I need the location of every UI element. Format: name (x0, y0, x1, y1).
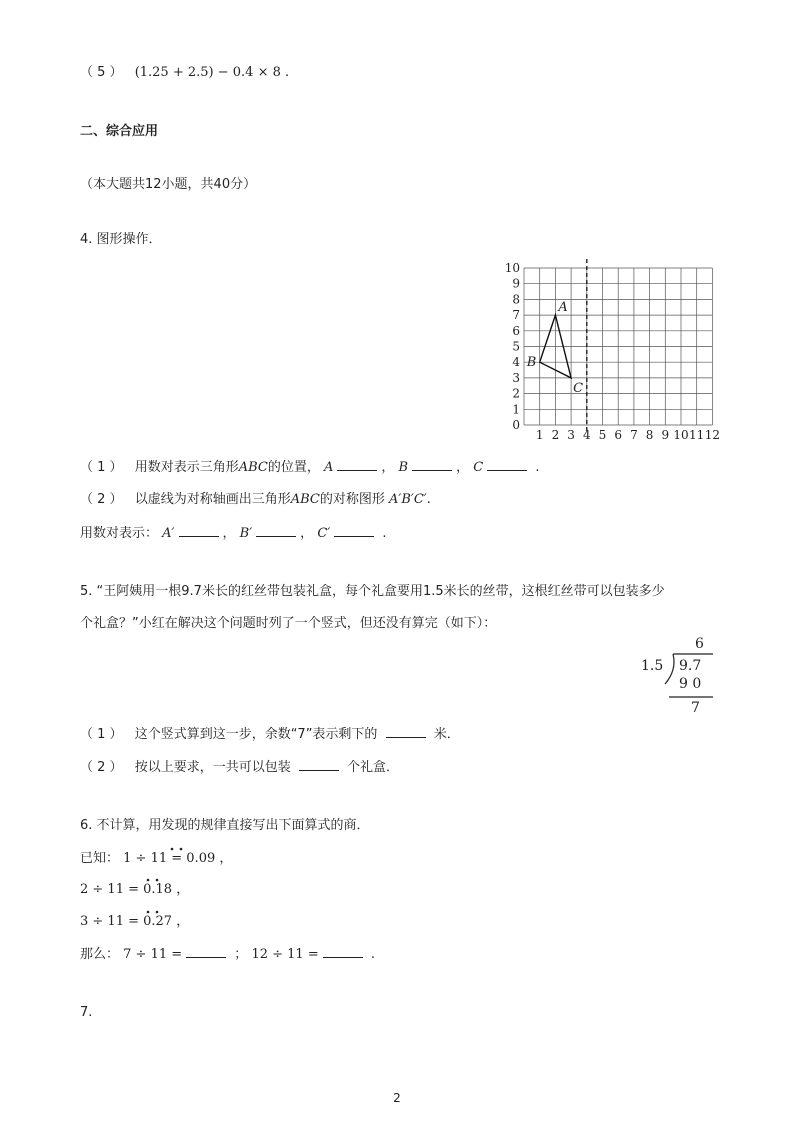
q4-part1-sep2: ， (456, 460, 470, 475)
y-tick-label: 9 (512, 276, 520, 291)
division-divisor: 1.5 (641, 658, 664, 674)
y-tick-label: 3 (512, 370, 520, 385)
x-tick-label: 1 (535, 428, 544, 442)
page-number: 2 (393, 1091, 401, 1105)
answer-blank-c[interactable] (487, 458, 527, 471)
q4-part3-a: A′ (162, 526, 175, 541)
q5-part2-unit: 个礼盒． (346, 760, 399, 775)
q6-eq2-repeat: 18 (155, 882, 173, 897)
y-tick-label: 4 (512, 355, 520, 370)
q4-part1-sep1: ， (381, 460, 395, 475)
x-tick-label: 11 (689, 428, 705, 442)
answer-blank-7-div-11[interactable] (186, 945, 226, 958)
q4-part3-end: . (382, 526, 387, 541)
q4-part2-abc2: A′B′C′ (389, 492, 427, 507)
q6-then: 那么： (80, 947, 120, 962)
y-tick-label: 10 (504, 261, 520, 275)
q5-part1-label: （ 1 ） (80, 727, 123, 742)
x-tick-label: 4 (582, 428, 591, 442)
q5-part2-text: 按以上要求，一共可以包装 (134, 760, 291, 775)
q4-part2-abc: ABC (290, 492, 320, 507)
y-tick-label: 5 (512, 339, 520, 354)
q6-eq1-line (80, 850, 232, 868)
x-tick-label: 9 (661, 428, 670, 442)
q4-part1-abc: ABC (238, 460, 268, 475)
x-tick-label: 3 (567, 428, 575, 442)
q4-part3-sep1: ， (222, 526, 236, 541)
x-tick-label: 8 (645, 428, 654, 442)
q5-expression: (1.25 + 2.5) − 0.4 × 8 (134, 65, 281, 80)
q6-sep: ； (234, 947, 248, 962)
answer-blank-12-div-11[interactable] (323, 945, 363, 958)
q4-part2-label: （ 2 ） (80, 492, 123, 507)
q4-part1-tail: 的位置， (267, 460, 320, 475)
long-division (635, 636, 715, 720)
q4-title: 4. 图形操作． (80, 232, 162, 247)
q7-title: 7. (80, 1005, 93, 1020)
section-note: （本大题共12小题，共40分） (80, 177, 257, 192)
q4-part3-sep2: ， (300, 526, 314, 541)
q4-part1-a: A (324, 460, 334, 475)
q6-eq3-repeat: 27 (155, 914, 173, 929)
x-tick-label: 6 (614, 428, 623, 442)
answer-blank-boxes[interactable] (299, 758, 339, 771)
q5-part1-text: 这个竖式算到这一步，余数“7”表示剩下的 (134, 727, 378, 742)
y-tick-label: 1 (512, 402, 520, 417)
x-tick-label: 2 (551, 428, 560, 442)
q4-part1-label: （ 1 ） (80, 460, 123, 475)
vertex-label-b: B (526, 355, 537, 371)
q6-eq2-end: ， (176, 882, 190, 897)
y-tick-label: 8 (512, 292, 520, 307)
q6-title: 6. 不计算，用发现的规律直接写出下面算式的商． (80, 818, 370, 833)
q4-part2-text: 以虚线为对称轴画出三角形 (134, 492, 291, 507)
q6-end: . (370, 947, 376, 962)
q4-part1 (80, 458, 540, 477)
division-product: 9 0 (679, 676, 702, 692)
q6-question-b: 12 ÷ 11 = (251, 947, 319, 962)
q5-part2-label: （ 2 ） (80, 760, 123, 775)
q6-eq1-end: ， (219, 851, 233, 866)
q6-question-line (80, 945, 375, 964)
q4-part1-end: . (535, 460, 540, 475)
y-tick-label: 7 (512, 308, 520, 323)
x-tick-label: 7 (630, 428, 638, 442)
x-tick-label: 12 (704, 428, 720, 442)
q6-eq1-repeat: 09 (198, 851, 216, 866)
q4-part3-b: B′ (239, 526, 253, 541)
y-tick-label: 0 (512, 418, 520, 432)
q5-part1-unit: 米． (433, 727, 460, 742)
vertex-label-a: A (558, 300, 568, 316)
q5-text-line1: 5. “王阿姨用一根9.7米长的红丝带包装礼盒，每个礼盒要用1.5米长的丝带，这根红丝带可以包装多少 (80, 584, 665, 599)
x-tick-label: 10 (673, 428, 689, 442)
q5-text-line2: 个礼盒？”小红在解决这个问题时列了一个竖式，但还没有算完（如下）： (80, 616, 497, 631)
answer-blank-remainder[interactable] (386, 725, 426, 738)
division-dividend: 9.7 (679, 658, 702, 674)
answer-blank-b[interactable] (412, 458, 452, 471)
section-title: 二、综合应用 (80, 124, 159, 139)
q6-eq1-lhs: 1 ÷ 11 = 0. (123, 851, 199, 866)
q4-part2-end: . (426, 492, 431, 507)
q4-part3-text: 用数对表示： (80, 526, 159, 541)
coordinate-grid (488, 257, 720, 447)
q6-question-a: 7 ÷ 11 = (123, 947, 183, 962)
q4-part1-b: B (398, 460, 409, 475)
q6-eq3-line (80, 913, 189, 931)
division-remainder: 7 (691, 700, 700, 716)
q4-part2 (80, 491, 431, 509)
q6-known: 已知： (80, 851, 120, 866)
q6-eq2-lhs: 2 ÷ 11 = 0. (80, 882, 156, 897)
y-tick-label: 2 (512, 386, 520, 401)
answer-blank-c-prime[interactable] (334, 524, 374, 537)
q4-part1-c: C (473, 460, 484, 475)
q5-expression-line (80, 64, 289, 82)
q5-part2 (80, 758, 399, 777)
x-tick-label: 5 (598, 428, 607, 442)
q5-end: . (285, 65, 290, 80)
division-bracket (635, 636, 715, 720)
q4-part2-mid: 的对称图形 (319, 492, 385, 507)
answer-blank-b-prime[interactable] (256, 524, 296, 537)
answer-blank-a[interactable] (337, 458, 377, 471)
q4-part3 (80, 524, 387, 543)
answer-blank-a-prime[interactable] (179, 524, 219, 537)
vertex-label-c: C (573, 380, 584, 396)
coordinate-grid-svg (488, 257, 720, 447)
q6-eq3-lhs: 3 ÷ 11 = 0. (80, 914, 156, 929)
q5-label: （ 5 ） (80, 65, 123, 80)
division-quotient: 6 (695, 636, 704, 652)
q4-part3-c: C′ (317, 526, 331, 541)
q6-eq2-line (80, 881, 189, 899)
y-tick-label: 6 (512, 323, 520, 338)
q6-eq3-end: ， (176, 914, 190, 929)
q5-part1 (80, 725, 460, 744)
q4-part1-text: 用数对表示三角形 (134, 460, 239, 475)
